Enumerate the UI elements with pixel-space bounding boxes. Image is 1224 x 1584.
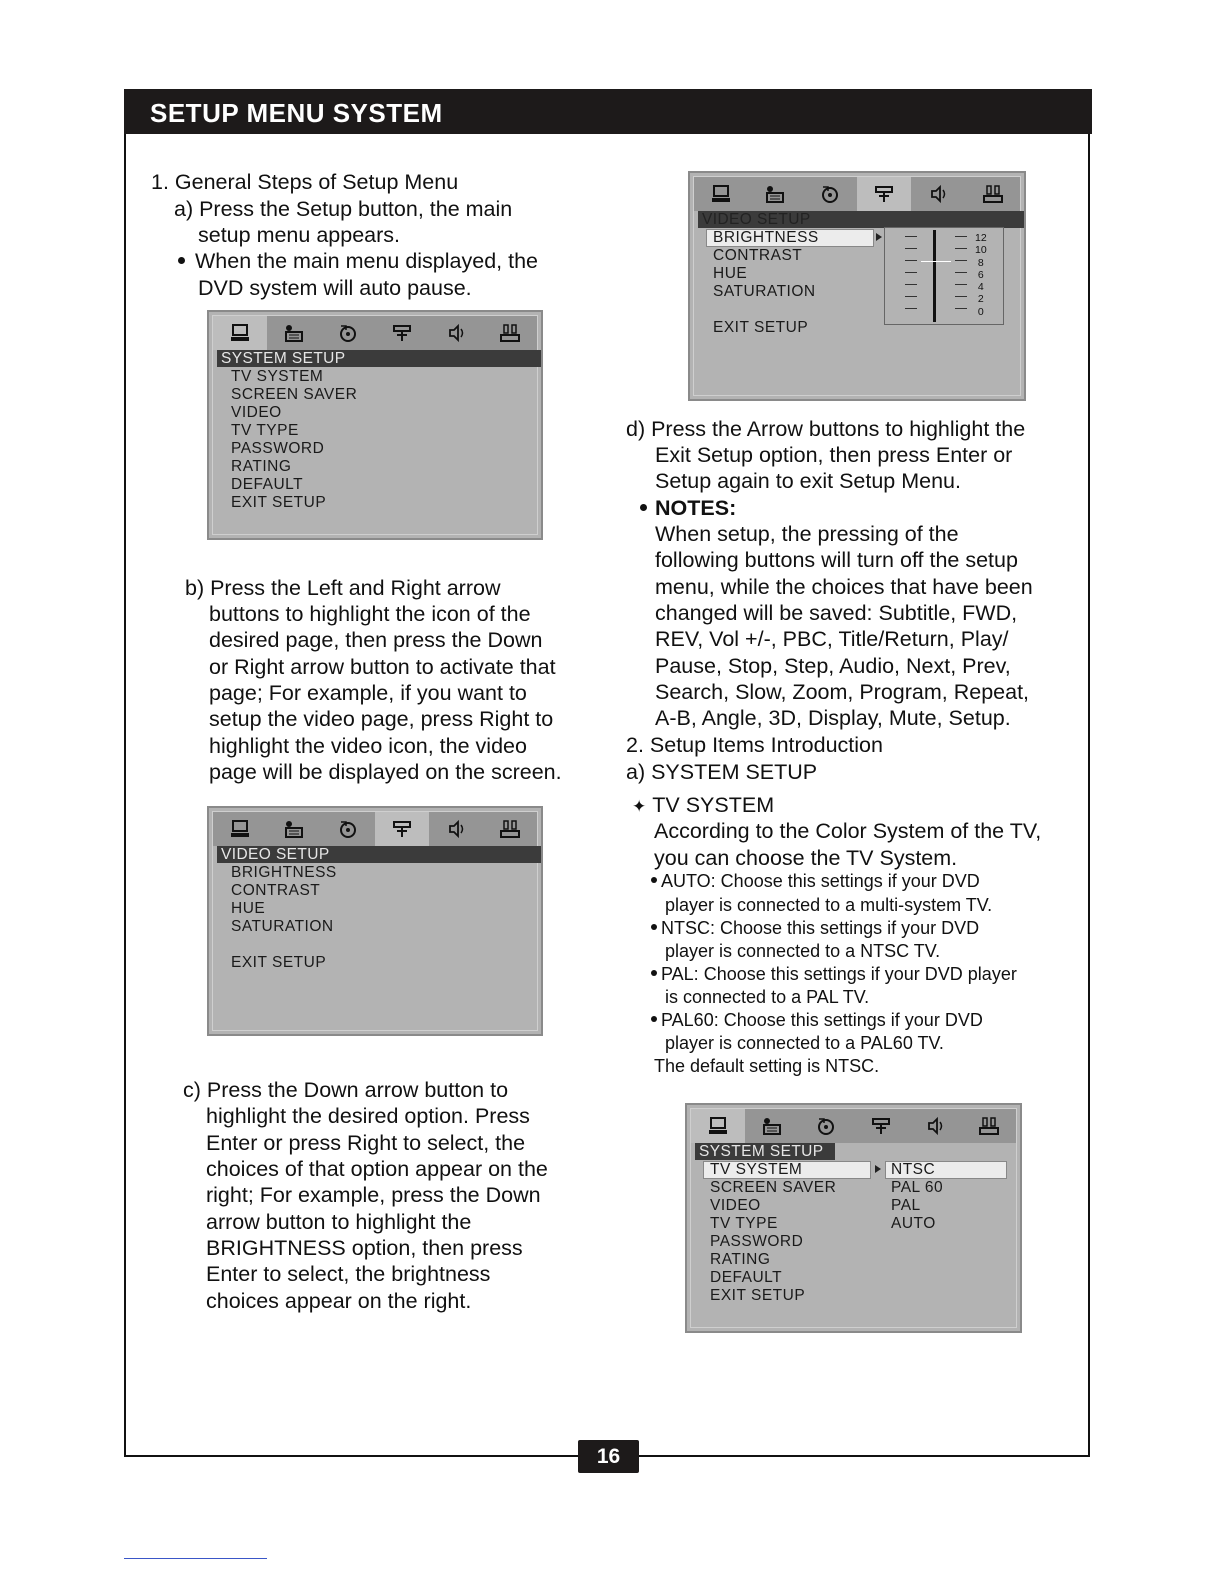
option-pal-line2: is connected to a PAL TV.	[665, 987, 870, 1007]
menu-item-exit-setup[interactable]: EXIT SETUP	[231, 494, 327, 511]
bullet-auto-pause-line2: DVD system will auto pause.	[198, 276, 472, 300]
video-setup-icon	[375, 812, 429, 846]
menu-item-saturation[interactable]: SATURATION	[231, 918, 334, 935]
scale-label: 6	[977, 268, 984, 281]
scale-label: 8	[977, 256, 984, 269]
menu-item-hue[interactable]: HUE	[231, 900, 266, 917]
step-b-line7: highlight the video icon, the video	[209, 734, 527, 758]
step-c-line1: c) Press the Down arrow button to	[183, 1078, 509, 1102]
bullet-icon	[178, 257, 185, 264]
tv-desc-line1: According to the Color System of the TV,	[654, 819, 1042, 843]
step-c-line5: right; For example, press the Down	[206, 1183, 541, 1207]
step-b-line3: desired page, then press the Down	[209, 628, 543, 652]
default-setting-note: The default setting is NTSC.	[654, 1056, 880, 1076]
notes-label: NOTES:	[655, 496, 737, 520]
osd-brightness-menu	[688, 171, 1026, 401]
bullet-icon	[651, 877, 657, 883]
brightness-slider-track[interactable]	[933, 230, 936, 322]
system-setup-icon	[691, 1109, 745, 1143]
notes-heading	[640, 495, 736, 521]
osd-tv-system-menu	[685, 1103, 1022, 1333]
osd-menu-items	[231, 368, 357, 512]
step-c-line3: Enter or press Right to select, the	[206, 1131, 526, 1155]
step-d-line2: Exit Setup option, then press Enter or	[655, 443, 1013, 467]
speaker-icon	[429, 812, 483, 846]
heading-system-setup: a) SYSTEM SETUP	[626, 760, 818, 784]
brightness-scale[interactable]	[884, 227, 1004, 325]
choice-pal60[interactable]: PAL 60	[891, 1179, 944, 1196]
audio-disc-icon	[321, 316, 375, 350]
system-setup-icon	[694, 177, 748, 211]
step-b-line4: or Right arrow button to activate that	[209, 655, 556, 679]
notes-line6: Pause, Stop, Step, Audio, Next, Prev,	[655, 654, 1011, 678]
menu-item-saturation[interactable]: SATURATION	[713, 283, 816, 300]
menu-item-default[interactable]: DEFAULT	[710, 1269, 783, 1286]
step-b-line6: setup the video page, press Right to	[209, 707, 554, 731]
menu-item-rating[interactable]: RATING	[231, 458, 292, 475]
scale-label: 12	[975, 232, 987, 244]
menu-item-screen-saver[interactable]: SCREEN SAVER	[231, 386, 358, 403]
osd-menu-title: SYSTEM SETUP	[695, 1143, 835, 1160]
video-setup-icon	[375, 316, 429, 350]
step-c-line9: choices appear on the right.	[206, 1289, 472, 1313]
osd-icon-bar	[213, 316, 537, 350]
step-a-line1: a) Press the Setup button, the main	[174, 197, 513, 221]
tv-system-heading	[632, 792, 774, 820]
system-setup-icon	[213, 812, 267, 846]
osd-video-setup-menu	[207, 806, 543, 1036]
menu-item-brightness[interactable]: BRIGHTNESS	[231, 864, 337, 881]
page-number: 16	[578, 1440, 639, 1473]
osd-icon-bar	[691, 1109, 1016, 1143]
notes-line3: menu, while the choices that have been	[655, 575, 1033, 599]
video-setup-icon	[857, 177, 911, 211]
notes-line8: A-B, Angle, 3D, Display, Mute, Setup.	[655, 706, 1011, 730]
osd-icon-bar	[694, 177, 1020, 211]
digital-setup-icon	[966, 177, 1020, 211]
step-a-line2: setup menu appears.	[198, 223, 400, 247]
choice-ntsc-selected[interactable]: NTSC	[885, 1161, 1007, 1179]
language-setup-icon	[267, 812, 321, 846]
osd-menu-items	[231, 864, 337, 972]
option-auto-text: AUTO: Choose this settings if your DVD	[661, 871, 980, 891]
brightness-slider-thumb[interactable]	[921, 261, 951, 262]
osd-menu-title: VIDEO SETUP	[698, 211, 1024, 228]
submenu-arrow-icon	[876, 233, 882, 241]
menu-item-video[interactable]: VIDEO	[710, 1197, 761, 1214]
digital-setup-icon	[483, 316, 537, 350]
menu-item-brightness-selected[interactable]: BRIGHTNESS	[706, 229, 874, 247]
step-c-line8: Enter to select, the brightness	[206, 1262, 491, 1286]
notes-line1: When setup, the pressing of the	[655, 522, 959, 546]
menu-item-exit-setup[interactable]: EXIT SETUP	[710, 1287, 806, 1304]
audio-disc-icon	[803, 177, 857, 211]
bullet-icon	[640, 504, 647, 511]
section-title: SETUP MENU SYSTEM	[150, 98, 443, 128]
bullet-icon	[651, 924, 657, 930]
heading-general-steps: 1. General Steps of Setup Menu	[151, 170, 459, 194]
option-pal	[651, 963, 1017, 986]
star-bullet-icon: ✦	[632, 797, 647, 816]
menu-item-password[interactable]: PASSWORD	[710, 1233, 804, 1250]
notes-line2: following buttons will turn off the setup	[655, 548, 1018, 572]
menu-item-tv-system-selected[interactable]: TV SYSTEM	[703, 1161, 871, 1179]
step-b-line5: page; For example, if you want to	[209, 681, 527, 705]
menu-item-password[interactable]: PASSWORD	[231, 440, 325, 457]
scale-label: 4	[977, 281, 984, 294]
option-pal60-text: PAL60: Choose this settings if your DVD	[661, 1010, 983, 1030]
osd-menu-items	[706, 229, 874, 337]
system-setup-icon	[213, 316, 267, 350]
language-setup-icon	[748, 177, 802, 211]
step-b-line1: b) Press the Left and Right arrow	[185, 576, 501, 600]
section-header	[124, 89, 1092, 134]
digital-setup-icon	[962, 1109, 1016, 1143]
osd-menu-title: VIDEO SETUP	[217, 846, 541, 863]
speaker-icon	[429, 316, 483, 350]
notes-line7: Search, Slow, Zoom, Program, Repeat,	[655, 680, 1030, 704]
language-setup-icon	[267, 316, 321, 350]
step-d-line1: d) Press the Arrow buttons to highlight the	[626, 417, 1026, 441]
scale-label: 10	[975, 244, 987, 257]
notes-line4: changed will be saved: Subtitle, FWD,	[655, 601, 1018, 625]
speaker-icon	[908, 1109, 962, 1143]
digital-setup-icon	[483, 812, 537, 846]
menu-item-contrast[interactable]: CONTRAST	[713, 247, 803, 264]
scale-label: 2	[977, 293, 984, 306]
scale-label: 0	[977, 305, 984, 318]
step-c-line6: arrow button to highlight the	[206, 1210, 472, 1234]
option-pal-text: PAL: Choose this settings if your DVD player	[661, 964, 1017, 984]
choice-pal[interactable]: PAL	[891, 1197, 921, 1214]
speaker-icon	[911, 177, 965, 211]
option-auto-line2: player is connected to a multi-system TV.	[665, 895, 993, 915]
osd-menu-title: SYSTEM SETUP	[217, 350, 541, 367]
bullet-text: When the main menu displayed, the	[195, 249, 539, 273]
heading-setup-items: 2. Setup Items Introduction	[626, 733, 883, 757]
menu-item-tv-type[interactable]: TV TYPE	[231, 422, 299, 439]
menu-item-exit-setup[interactable]: EXIT SETUP	[713, 319, 809, 336]
menu-item-screen-saver[interactable]: SCREEN SAVER	[710, 1179, 837, 1196]
menu-item-video[interactable]: VIDEO	[231, 404, 282, 421]
osd-menu-items	[703, 1161, 871, 1305]
bullet-icon	[651, 970, 657, 976]
step-c-line2: highlight the desired option. Press	[206, 1104, 530, 1128]
audio-disc-icon	[321, 812, 375, 846]
step-d-line3: Setup again to exit Setup Menu.	[655, 469, 961, 493]
scale-ticks-right	[955, 236, 967, 316]
option-pal60-line2: player is connected to a PAL60 TV.	[665, 1033, 944, 1053]
step-b-line8: page will be displayed on the screen.	[209, 760, 562, 784]
footer-divider	[124, 1558, 267, 1559]
option-ntsc-line2: player is connected to a NTSC TV.	[665, 941, 941, 961]
option-ntsc	[651, 917, 979, 940]
option-auto	[651, 870, 980, 893]
option-pal60	[651, 1009, 983, 1032]
language-setup-icon	[745, 1109, 799, 1143]
video-setup-icon	[854, 1109, 908, 1143]
submenu-arrow-icon	[875, 1165, 881, 1173]
menu-item-tv-type[interactable]: TV TYPE	[710, 1215, 778, 1232]
step-c-line4: choices of that option appear on the	[206, 1157, 548, 1181]
option-ntsc-text: NTSC: Choose this settings if your DVD	[661, 918, 980, 938]
tv-system-title: TV SYSTEM	[652, 793, 775, 817]
osd-system-setup-menu	[207, 310, 543, 540]
tv-system-choices	[885, 1161, 1007, 1233]
notes-line5: REV, Vol +/-, PBC, Title/Return, Play/	[655, 627, 1009, 651]
step-b-line2: buttons to highlight the icon of the	[209, 602, 531, 626]
tv-desc-line2: you can choose the TV System.	[654, 846, 958, 870]
menu-item-exit-setup[interactable]: EXIT SETUP	[231, 954, 327, 971]
menu-item-tv-system[interactable]: TV SYSTEM	[231, 368, 324, 385]
menu-item-contrast[interactable]: CONTRAST	[231, 882, 321, 899]
menu-item-default[interactable]: DEFAULT	[231, 476, 304, 493]
menu-item-rating[interactable]: RATING	[710, 1251, 771, 1268]
audio-disc-icon	[799, 1109, 853, 1143]
bullet-icon	[651, 1016, 657, 1022]
menu-item-hue[interactable]: HUE	[713, 265, 748, 282]
scale-ticks-left	[905, 236, 917, 316]
step-c-line7: BRIGHTNESS option, then press	[206, 1236, 523, 1260]
osd-icon-bar	[213, 812, 537, 846]
bullet-auto-pause	[178, 248, 538, 274]
choice-auto[interactable]: AUTO	[891, 1215, 936, 1232]
scale-labels	[975, 232, 987, 318]
